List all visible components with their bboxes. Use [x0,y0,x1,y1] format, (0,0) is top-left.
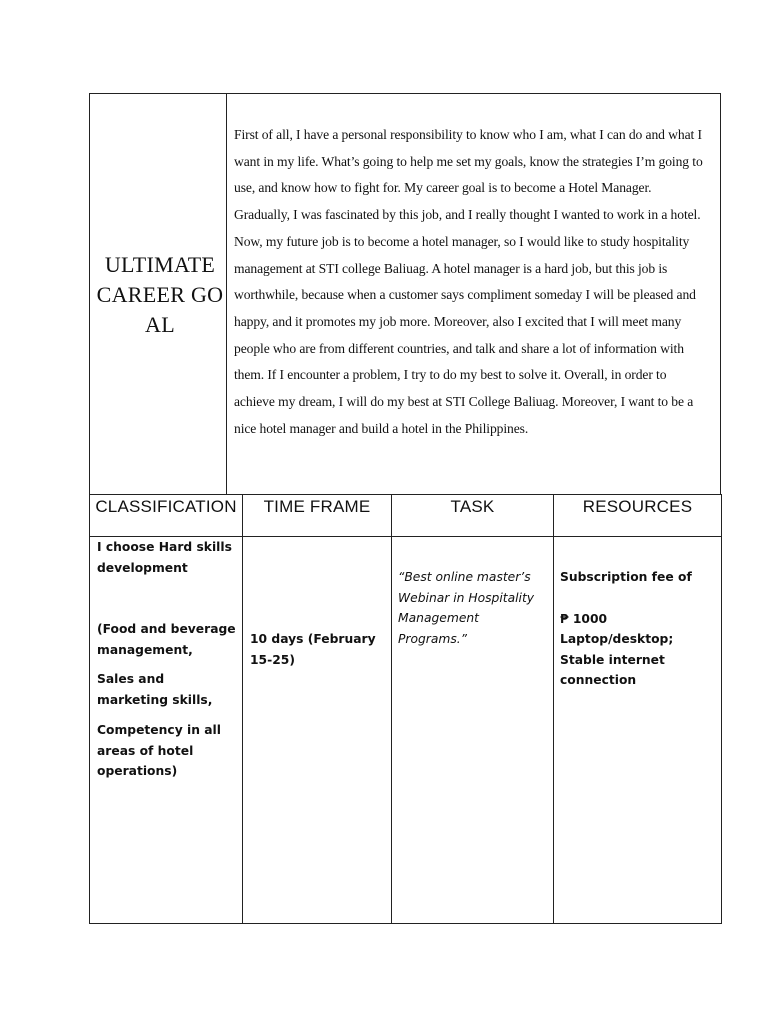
classification-item-food: (Food and beverage management, [97,622,236,657]
goal-paragraph: First of all, I have a personal responsibility to know who I am, what I can do and what I want in my life. What’s going to help me set my goals, know the strategies I’m going to use, and know how to fight for. My career goal is to become a Hotel Manager. Gradually, I was fascinated by this job, and I really thought I wanted to work in a hotel. Now, my future job is to become a hotel manager, so I would like to study hospitality management at STI college Baliuag. A hotel manager is a hard job, but this job is worthwhile, because when a customer says compliment someday I will be pleased and happy, and it promotes my job more. Moreover, also I excited that I will meet many people who are from different countries, and talk and share a lot of information with them. If I encounter a problem, I try to do my best to solve it. Overall, in order to achieve my dream, I will do my best at STI College Baliuag. Moreover, I want to be a nice hotel manager and build a hotel in the Philippines. [234,127,703,436]
plan-table [89,494,722,924]
goal-label-cell [90,94,227,495]
time-frame-cell [243,537,392,924]
header-time-frame: TIME FRAME [243,495,392,537]
task-cell [392,537,554,924]
header-classification: CLASSIFICATION [90,495,243,537]
classification-cell [90,537,243,924]
table-header-row [90,495,722,537]
time-frame-value: 10 days (February 15-25) [250,632,376,667]
header-task: TASK [392,495,554,537]
classification-intro: I choose Hard skills development [97,540,232,575]
resources-line-2: ₱ 1000 Laptop/desktop; Stable internet connection [560,611,674,687]
resources-line-1: Subscription fee of [560,570,692,584]
resources-cell [554,537,722,924]
task-value: “Best online master’s Webinar in Hospitality Management Programs.” [398,570,535,646]
goal-label: ULTIMATE CAREER GOAL [96,251,224,337]
header-resources: RESOURCES [554,495,722,537]
goal-text-cell [227,94,720,495]
classification-item-sales: Sales and marketing skills, [97,672,213,707]
classification-item-competency: Competency in all areas of hotel operations) [97,723,221,778]
career-goal-section [89,93,721,495]
table-row [90,537,722,924]
